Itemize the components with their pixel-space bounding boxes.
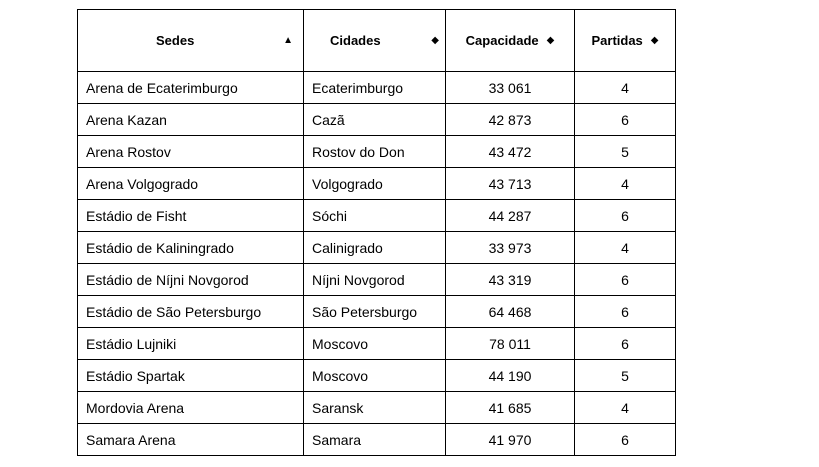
sort-unsorted-icon: ◆ <box>431 34 439 46</box>
cell-cidade: Moscovo <box>304 360 446 392</box>
column-header-label: Partidas <box>591 33 643 48</box>
cell-cidade: Sóchi <box>304 200 446 232</box>
cell-capacidade: 64 468 <box>446 296 575 328</box>
cell-partidas: 4 <box>575 168 676 200</box>
column-header-label: Sedes <box>156 33 195 48</box>
stadiums-table <box>77 9 676 456</box>
cell-sede: Estádio de Níjni Novgorod <box>78 264 304 296</box>
header-row <box>78 10 676 72</box>
cell-sede: Arena Kazan <box>78 104 304 136</box>
table-row <box>78 392 676 424</box>
table-row <box>78 232 676 264</box>
table-row <box>78 168 676 200</box>
cell-capacidade: 41 685 <box>446 392 575 424</box>
cell-sede: Mordovia Arena <box>78 392 304 424</box>
cell-capacidade: 44 190 <box>446 360 575 392</box>
cell-cidade: Calinigrado <box>304 232 446 264</box>
table-row <box>78 264 676 296</box>
cell-partidas: 4 <box>575 72 676 104</box>
cell-cidade: Volgogrado <box>304 168 446 200</box>
column-header-label: Cidades <box>330 33 381 48</box>
cell-capacidade: 33 973 <box>446 232 575 264</box>
table-row <box>78 104 676 136</box>
cell-capacidade: 78 011 <box>446 328 575 360</box>
cell-capacidade: 43 713 <box>446 168 575 200</box>
cell-sede: Arena Rostov <box>78 136 304 168</box>
table-row <box>78 328 676 360</box>
cell-sede: Estádio Spartak <box>78 360 304 392</box>
cell-capacidade: 43 319 <box>446 264 575 296</box>
cell-sede: Estádio de São Petersburgo <box>78 296 304 328</box>
cell-partidas: 6 <box>575 328 676 360</box>
cell-partidas: 4 <box>575 232 676 264</box>
column-header-label: Capacidade <box>465 33 539 48</box>
cell-sede: Arena de Ecaterimburgo <box>78 72 304 104</box>
cell-sede: Estádio de Kaliningrado <box>78 232 304 264</box>
cell-cidade: Rostov do Don <box>304 136 446 168</box>
cell-sede: Estádio Lujniki <box>78 328 304 360</box>
cell-partidas: 6 <box>575 264 676 296</box>
cell-cidade: Saransk <box>304 392 446 424</box>
cell-cidade: Moscovo <box>304 328 446 360</box>
cell-capacidade: 43 472 <box>446 136 575 168</box>
cell-capacidade: 44 287 <box>446 200 575 232</box>
table-row <box>78 136 676 168</box>
cell-cidade: São Petersburgo <box>304 296 446 328</box>
column-header-capacidade[interactable] <box>446 10 575 72</box>
sort-unsorted-icon: ◆ <box>546 34 555 46</box>
table-row <box>78 200 676 232</box>
column-header-cidades[interactable] <box>304 10 446 72</box>
cell-cidade: Samara <box>304 424 446 456</box>
cell-partidas: 4 <box>575 392 676 424</box>
cell-cidade: Cazã <box>304 104 446 136</box>
cell-partidas: 6 <box>575 200 676 232</box>
column-header-partidas[interactable] <box>575 10 676 72</box>
table-row <box>78 296 676 328</box>
table-row <box>78 424 676 456</box>
cell-partidas: 6 <box>575 104 676 136</box>
cell-cidade: Ecaterimburgo <box>304 72 446 104</box>
cell-partidas: 5 <box>575 360 676 392</box>
cell-capacidade: 42 873 <box>446 104 575 136</box>
cell-capacidade: 41 970 <box>446 424 575 456</box>
cell-partidas: 6 <box>575 296 676 328</box>
cell-partidas: 5 <box>575 136 676 168</box>
cell-capacidade: 33 061 <box>446 72 575 104</box>
sort-ascending-icon: ▲ <box>283 34 293 46</box>
table-row <box>78 360 676 392</box>
sort-unsorted-icon: ◆ <box>650 34 659 46</box>
cell-sede: Samara Arena <box>78 424 304 456</box>
cell-sede: Arena Volgogrado <box>78 168 304 200</box>
cell-sede: Estádio de Fisht <box>78 200 304 232</box>
column-header-sedes[interactable] <box>78 10 304 72</box>
cell-partidas: 6 <box>575 424 676 456</box>
cell-cidade: Níjni Novgorod <box>304 264 446 296</box>
table-row <box>78 72 676 104</box>
